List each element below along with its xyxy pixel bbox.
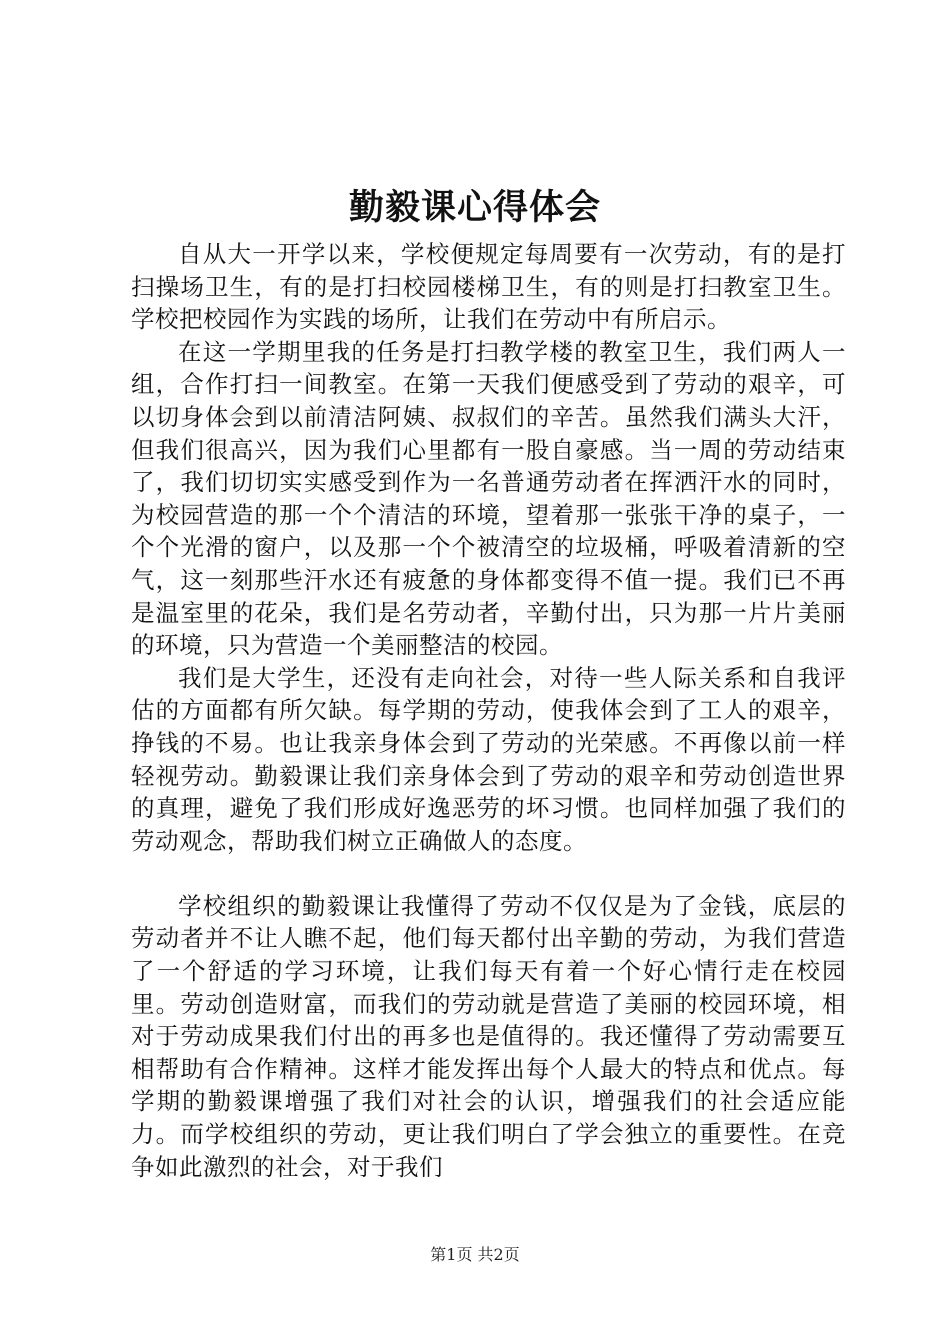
- paragraph-2: 在这一学期里我的任务是打扫教学楼的教室卫生，我们两人一组，合作打扫一间教室。在第一天我们便感受到了劳动的艰辛，可以切身体会到以前清洁阿姨、叔叔们的辛苦。虽然我们满头大汗，但我们很高兴，因为我们心里都有一股自豪感。当一周的劳动结束了，我们切切实实感受到作为一名普通劳动者在挥洒汗水的同时，为校园营造的那一个个清洁的环境，望着那一张张干净的桌子，一个个光滑的窗户，以及那一个个被清空的垃圾桶，呼吸着清新的空气，这一刻那些汗水还有疲惫的身体都变得不值一提。我们已不再是温室里的花朵，我们是名劳动者，辛勤付出，只为那一片片美丽的环境，只为营造一个美丽整洁的校园。: [131, 337, 846, 660]
- paragraph-3: 我们是大学生，还没有走向社会，对待一些人际关系和自我评估的方面都有所欠缺。每学期的劳动，使我体会到了工人的艰辛，挣钱的不易。也让我亲身体会到了劳动的光荣感。不再像以前一样轻视劳动。勤毅课让我们亲身体会到了劳动的艰辛和劳动创造世界的真理，避免了我们形成好逸恶劳的坏习惯。也同样加强了我们的劳动观念，帮助我们树立正确做人的态度。: [131, 663, 846, 855]
- page-number-footer: 第1页 共2页: [430, 1245, 520, 1264]
- paragraph-4: 学校组织的勤毅课让我懂得了劳动不仅仅是为了金钱，底层的劳动者并不让人瞧不起，他们每天都付出辛勤的劳动，为我们营造了一个舒适的学习环境，让我们每天有着一个好心情行走在校园里。劳动创造财富，而我们的劳动就是营造了美丽的校园环境，相对于劳动成果我们付出的再多也是值得的。我还懂得了劳动需要互相帮助有合作精神。这样才能发挥出每个人最大的特点和优点。每学期的勤毅课增强了我们对社会的认识，增强我们的社会适应能力。而学校组织的劳动，更让我们明白了学会独立的重要性。在竞争如此激烈的社会，对于我们: [131, 891, 846, 1181]
- document-body: [131, 238, 846, 1183]
- paragraph-1: 自从大一开学以来，学校便规定每周要有一次劳动，有的是打扫操场卫生，有的是打扫校园楼梯卫生，有的则是打扫教室卫生。学校把校园作为实践的场所，让我们在劳动中有所启示。: [131, 240, 846, 334]
- document-title: 勤毅课心得体会: [348, 187, 601, 228]
- paragraph-spacer: [131, 857, 846, 890]
